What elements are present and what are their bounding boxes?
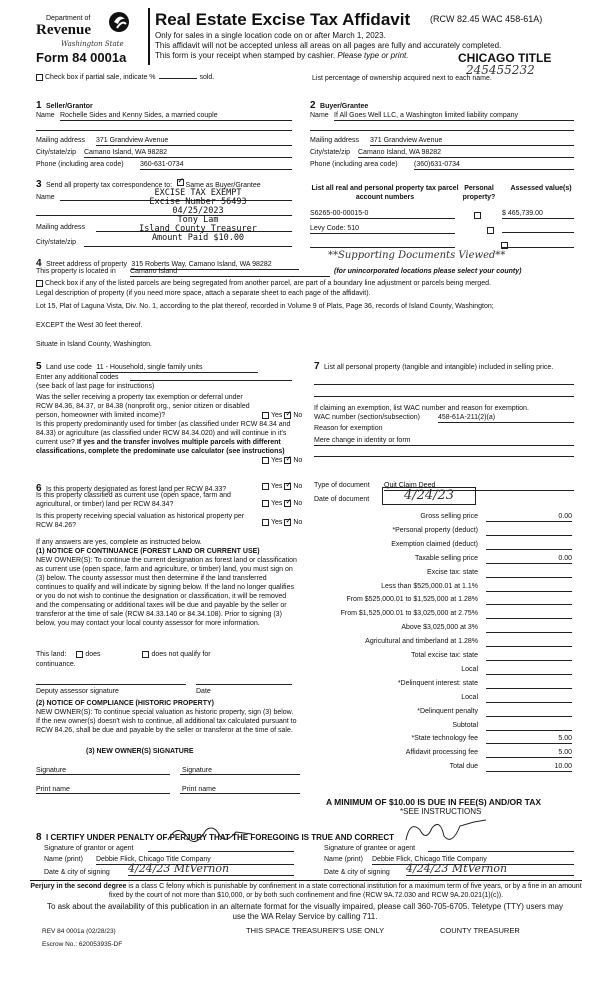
tax-row-label: Above $3,025,000 at 3% — [401, 624, 478, 632]
tax-row-value[interactable] — [486, 623, 572, 633]
exemption-question: Was the seller receiving a property tax exemption or deferral under RCW 84.36, 84.37, or 84.38 (nonprofit org., senior citizen or disabled person, homeowner with limited income)? — [36, 394, 250, 419]
tax-row-label: From $525,000.01 to $1,525,000 at 1.28% — [346, 596, 478, 604]
corr-city-line[interactable] — [84, 246, 292, 247]
seller-phone-label: Phone (including area code) — [36, 161, 124, 168]
reason-line-2[interactable] — [314, 456, 574, 457]
treasurer-use-label: THIS SPACE TREASURER'S USE ONLY — [246, 926, 385, 935]
tax-row-value[interactable] — [486, 609, 572, 619]
tax-row-value[interactable]: 0.00 — [486, 554, 572, 564]
personal-property-line-1[interactable] — [314, 384, 574, 385]
doc-date-label: Date of document — [314, 496, 370, 503]
corr-mail-label: Mailing address — [36, 224, 86, 231]
wac-field[interactable]: 458-61A-211(2)(a) — [438, 413, 574, 423]
doc-type-field[interactable]: Quit Claim Deed — [384, 481, 574, 491]
additional-codes-note: (see back of last page for instructions) — [36, 383, 155, 390]
assessed-value-header: Assessed value(s) — [510, 185, 572, 192]
alternate-format-note: To ask about the availability of this publication in an alternate format for the visually impaired, please call 360-705-6705. Teletype (TTY) users may use the WA Relay Service by calling 711. — [46, 902, 564, 921]
assessed-2-field[interactable] — [502, 232, 574, 233]
grantor-name-label: Name (print) — [44, 856, 83, 863]
exemption-yes-no: Yes ✓ No — [262, 411, 302, 420]
personal-property-2-checkbox[interactable] — [487, 227, 494, 234]
timber-no-checkbox[interactable] — [284, 457, 291, 464]
seller-name-field[interactable]: Rochelle Sides and Kenny Sides, a married couple — [60, 111, 292, 121]
buyer-mail-field[interactable]: 371 Grandview Avenue — [370, 136, 574, 146]
levy-code-field[interactable]: Levy Code: 510 — [310, 224, 455, 234]
located-field[interactable]: Camano Island — [130, 267, 330, 277]
forest-yes-checkbox[interactable] — [262, 483, 269, 490]
tax-row-value[interactable]: 5.00 — [486, 734, 572, 744]
personal-property-1-checkbox[interactable] — [474, 212, 481, 219]
footer-divider — [30, 880, 582, 881]
grantee-signature-line[interactable] — [428, 851, 574, 852]
wac-label: WAC number (section/subsection) — [314, 414, 420, 421]
grantor-signature-label: Signature of grantor or agent — [44, 845, 134, 852]
historic-yes-no: Yes ✓ No — [262, 518, 302, 527]
tax-row-value[interactable]: 5.00 — [486, 748, 572, 758]
notice-2-title: (2) NOTICE OF COMPLIANCE (HISTORIC PROPERTY) — [36, 700, 214, 707]
timber-question: Is this property predominantly used for timber (as classified under RCW 84.34 and 84.33) or agriculture (as classified under RCW 84.34.020) and will continue in it's current use? If yes and the transfer involves multiple parcels with different classifications, complete the predominate use calculator (see instructions) — [36, 421, 291, 455]
timber-yes-checkbox[interactable] — [262, 457, 269, 464]
tax-row-value[interactable] — [486, 679, 572, 689]
form-number: Form 84 0001a — [36, 50, 127, 65]
grantee-name-field[interactable]: Debbie Flick, Chicago Title Company — [372, 855, 574, 865]
tax-row-label: *State technology fee — [411, 735, 478, 743]
escrow-number: Escrow No.: 620053935-DF — [42, 941, 123, 948]
section-6-heading: 6 Is this property designated as forest land per RCW 84.33? — [36, 483, 227, 494]
state-label: Washington State — [61, 40, 124, 48]
tax-row-label: Subtotal — [452, 721, 478, 729]
grantee-name-label: Name (print) — [324, 856, 363, 863]
minimum-due-note: A MINIMUM OF $10.00 IS DUE IN FEE(S) AND/OR TAX — [326, 797, 542, 807]
corr-city-label: City/state/zip — [36, 239, 77, 246]
partial-sale-row: Check box if partial sale, indicate % sold. — [36, 73, 214, 82]
current-use-question: Is this property classified as current use (open space, farm and agricultural, or timber) land per RCW 84.34? — [36, 492, 231, 508]
current-use-yes-no: Yes ✓ No — [262, 499, 302, 508]
see-instructions-note: *SEE INSTRUCTIONS — [400, 807, 482, 816]
forest-yes-no: Yes ✓ No — [262, 482, 302, 491]
tax-row-value[interactable] — [486, 540, 572, 550]
revision-number: REV 84 0001a (02/28/23) — [42, 928, 116, 935]
tax-row-value[interactable]: 0.00 — [486, 512, 572, 522]
legal-description-line-1: Lot 15, Plat of Laguna Vista, Div. No. 1, according to the plat thereof, recorded in Volume 9 of Plats, Page 36, records of Island County, Washington; — [36, 303, 494, 310]
grantor-name-field[interactable]: Debbie Flick, Chicago Title Company — [96, 855, 294, 865]
revenue-logo-text: Revenue — [36, 22, 91, 38]
seller-phone-field[interactable]: 360-631-0734 — [140, 160, 292, 170]
timber-yes-no: Yes ✓ No — [262, 456, 302, 465]
additional-codes-field[interactable] — [130, 380, 292, 381]
tax-row-label: *Delinquent penalty — [417, 707, 478, 715]
partial-sale-checkbox[interactable] — [36, 74, 43, 81]
tax-row-value[interactable]: 10.00 — [486, 762, 572, 772]
tax-row-label: Gross selling price — [420, 513, 478, 520]
section-2-heading: 2 Buyer/Grantee — [310, 100, 369, 111]
parcel-header: List all real and personal property tax parcel account numbers — [311, 185, 459, 201]
section-4-heading: 4 Street address of property 315 Roberts Way, Camano Island, WA 98282 — [36, 253, 299, 271]
historic-no-checkbox[interactable] — [284, 519, 291, 526]
parcel-1-field[interactable]: S6265-00-00015-0 — [310, 209, 455, 219]
segregation-row: Check box if any of the listed parcels are being segregated from another parcel, are part of a boundary line adjustment or parcels being merged. — [36, 279, 491, 288]
header-line-2: This affidavit will not be accepted unless all areas on all pages are fully and accurately completed. — [155, 41, 502, 50]
tax-row-label: Total due — [449, 763, 478, 771]
located-label: This property is located in — [36, 268, 116, 275]
buyer-phone-field[interactable]: (360)631-0734 — [414, 160, 574, 170]
notice-3-title: (3) NEW OWNER(S) SIGNATURE — [86, 748, 194, 755]
seller-city-label: City/state/zip — [36, 149, 77, 156]
header-line-1: Only for sales in a single location code on or after March 1, 2023. — [155, 31, 386, 40]
deputy-signature-line[interactable] — [36, 684, 186, 685]
county-treasurer-label: COUNTY TREASURER — [440, 926, 520, 935]
seller-mail-field[interactable]: 371 Grandview Avenue — [96, 136, 292, 146]
buyer-city-label: City/state/zip — [310, 149, 351, 156]
seller-city-field[interactable]: Camano Island, WA 98282 — [84, 148, 292, 158]
additional-codes-label: Enter any additional codes — [36, 374, 119, 381]
tax-row-value[interactable] — [486, 582, 572, 592]
does-not-qualify-checkbox[interactable] — [142, 651, 149, 658]
tax-row-label: Excise tax: state — [427, 568, 478, 576]
any-yes-note: If any answers are yes, complete as instructed below. — [36, 539, 202, 546]
tax-row-label: Taxable selling price — [414, 554, 478, 562]
tax-row-label: Affidavit processing fee — [405, 749, 478, 757]
historic-question: Is this property receiving special valuation as historical property per RCW 84.26? — [36, 513, 245, 529]
buyer-name-line-2 — [310, 130, 574, 131]
tax-row-value[interactable] — [486, 651, 572, 661]
current-use-no-checkbox[interactable] — [284, 500, 291, 507]
tax-row-label: *Delinquent interest: state — [397, 679, 478, 687]
excise-exempt-stamp: EXCISE TAX EXEMPT Excise Number 56493 04/25/2023 Tony Lam Island County Treasurer Amount Paid $10.00 — [139, 188, 257, 243]
buyer-phone-label: Phone (including area code) — [310, 161, 398, 168]
revenue-logo-icon — [108, 10, 130, 34]
seller-name-line-2 — [36, 130, 292, 131]
section-3-heading: 3 Send all property tax correspondence to: ✓ Same as Buyer/Grantee — [36, 174, 261, 192]
notice-2-body: NEW OWNER(S): To continue special valuation as historic property, sign (3) below. If the new owner(s) doesn't wish to continue, all additional tax calculated pursuant to RCW 84.26, shall be due and payable by the seller or transferor at the time of sale. — [36, 709, 297, 734]
owner-signature-label-1: Signature — [36, 767, 66, 774]
legal-description-line-2: EXCEPT the West 30 feet thereof. — [36, 322, 143, 329]
buyer-mail-label: Mailing address — [310, 137, 360, 144]
seller-mail-label: Mailing address — [36, 137, 86, 144]
tax-row-value[interactable] — [486, 568, 572, 578]
assessed-3-field[interactable] — [502, 247, 574, 248]
exemption-yes-checkbox[interactable] — [262, 412, 269, 419]
deputy-date-line[interactable] — [196, 684, 292, 685]
doc-date-field[interactable]: 4/24/23 — [382, 487, 476, 505]
tax-row-label: Local — [461, 665, 478, 673]
buyer-name-label: Name — [310, 112, 329, 119]
tax-row-value[interactable] — [486, 595, 572, 605]
grantor-date-label: Date & city of signing — [44, 869, 110, 876]
notice-1-body: NEW OWNER(S): To continue the current designation as forest land or classification as current use (open space, farm and agriculture, or timber) land, you must sign on (3) below. The county assessor must then determine if the land transferred continues to qualify and will indicate by signing below. If the land no longer qualifies or you do not wish to continue the designation or classification, it will be removed and the compensating or additional taxes will be due and payable by the seller or transferor at the time of sale (RCW 84.33.140 or 84.34.108). Prior to signing (3) below, you may contact your local county assessor for more information. — [36, 557, 297, 627]
tax-row-label: From $1,525,000.01 to $3,025,000 at 2.75% — [340, 610, 478, 618]
this-land-row: This land: does does not qualify for — [36, 651, 211, 658]
corr-name-label: Name — [36, 194, 55, 201]
tax-row-label: Total excise tax: state — [411, 652, 478, 659]
header-divider — [148, 8, 150, 65]
exemption-no-checkbox[interactable] — [284, 412, 291, 419]
tax-row-value[interactable] — [486, 665, 572, 675]
legal-description-label: Legal description of property (if you need more space, attach a separate sheet to each page of the affidavit). — [36, 290, 371, 297]
section-5-heading: 5 Land use code 11 - Household, single family units — [36, 356, 258, 374]
ownership-note: List percentage of ownership acquired next to each name. — [312, 75, 492, 82]
tax-row-label: Exemption claimed (deduct) — [391, 540, 478, 548]
grantee-date-label: Date & city of signing — [324, 869, 390, 876]
perjury-statement: Perjury in the second degree is a class C felony which is punishable by confinement in a state correctional institution for a maximum term of five years, or by a fine in an amount fixed by the court of not more than $10,000, or by both such confinement and fine (RCW 9A.72.030 and RCW 9A.20.021(1)(c)). — [30, 883, 582, 899]
grantee-date-field[interactable]: 4/24/23 MtVernon — [406, 862, 574, 876]
buyer-city-field[interactable]: Camano Island, WA 98282 — [358, 148, 574, 158]
buyer-name-field[interactable]: If All Goes Well LLC, a Washington limited liability company — [334, 111, 574, 121]
header-line-3: This form is your receipt when stamped by cashier. Please type or print. — [155, 51, 409, 60]
grantor-signature — [166, 820, 256, 850]
section-1-heading: 1 Seller/Grantor — [36, 100, 93, 111]
forest-no-checkbox[interactable] — [284, 483, 291, 490]
tax-row-value[interactable] — [486, 721, 572, 731]
tax-row-label: *Personal property (deduct) — [392, 526, 478, 534]
grantee-signature-label: Signature of grantee or agent — [324, 845, 416, 852]
reason-label: Reason for exemption — [314, 425, 383, 432]
dept-label: Department of — [46, 15, 91, 22]
handwritten-number: 245455232 — [466, 63, 535, 77]
form-title: Real Estate Excise Tax Affidavit — [155, 10, 411, 29]
personal-property-3-checkbox[interactable] — [501, 242, 508, 249]
rcw-reference: (RCW 82.45 WAC 458-61A) — [430, 14, 543, 24]
historic-yes-checkbox[interactable] — [262, 519, 269, 526]
deputy-signature-label: Deputy assessor signature — [36, 688, 119, 695]
current-use-yes-checkbox[interactable] — [262, 500, 269, 507]
section-7-heading: 7 List all personal property (tangible and intangible) included in selling price. — [314, 361, 554, 372]
segregation-checkbox[interactable] — [36, 280, 43, 287]
continuance-label: continuance. — [36, 661, 76, 668]
tax-row-label: Less than $525,000.01 at 1.1% — [381, 582, 478, 590]
parcel-3-field[interactable] — [310, 247, 455, 248]
tax-row-label: Agricultural and timberland at 1.28% — [365, 638, 478, 646]
legal-description-line-3: Situate in Island County, Washington. — [36, 341, 152, 348]
tax-row-value[interactable] — [486, 526, 572, 536]
tax-row-value[interactable] — [486, 693, 572, 703]
grantor-date-field[interactable]: 4/24/23 MtVernon — [128, 862, 294, 876]
tax-row-value[interactable] — [486, 637, 572, 647]
assessed-1-field[interactable]: $ 465,739.00 — [502, 209, 574, 219]
tax-row-label: Local — [461, 693, 478, 701]
seller-name-label: Name — [36, 112, 55, 119]
street-address-field[interactable]: 315 Roberts Way, Camano Island, WA 98282 — [131, 260, 299, 270]
same-as-buyer-checkbox[interactable] — [177, 179, 184, 186]
supporting-docs-note: **Supporting Documents Viewed** — [328, 250, 506, 261]
owner-print-label-2: Print name — [182, 786, 216, 793]
grantor-signature-line[interactable] — [148, 851, 294, 852]
personal-property-line-2[interactable] — [314, 396, 574, 397]
does-qualify-checkbox[interactable] — [76, 651, 83, 658]
doc-type-label: Type of document — [314, 482, 370, 489]
deputy-date-label: Date — [196, 688, 211, 695]
owner-signature-label-2: Signature — [182, 767, 212, 774]
personal-property-header: Personal property? — [462, 185, 496, 201]
reason-field[interactable]: Mere change in identity or form — [314, 436, 574, 446]
tax-row-value[interactable] — [486, 707, 572, 717]
section-8-heading: 8 I CERTIFY UNDER PENALTY OF PERJURY THAT THE FOREGOING IS TRUE AND CORRECT — [36, 832, 395, 843]
owner-print-label-1: Print name — [36, 786, 70, 793]
notice-1-title: (1) NOTICE OF CONTINUANCE (FOREST LAND OR CURRENT USE) — [36, 548, 260, 555]
land-use-code-field[interactable]: 11 - Household, single family units — [96, 363, 258, 373]
unincorporated-note: (for unincorporated locations please select your county) — [334, 268, 522, 275]
company-stamp: CHICAGO TITLE — [458, 51, 552, 65]
exemption-claim-label: If claiming an exemption, list WAC number and reason for exemption. — [314, 405, 529, 412]
